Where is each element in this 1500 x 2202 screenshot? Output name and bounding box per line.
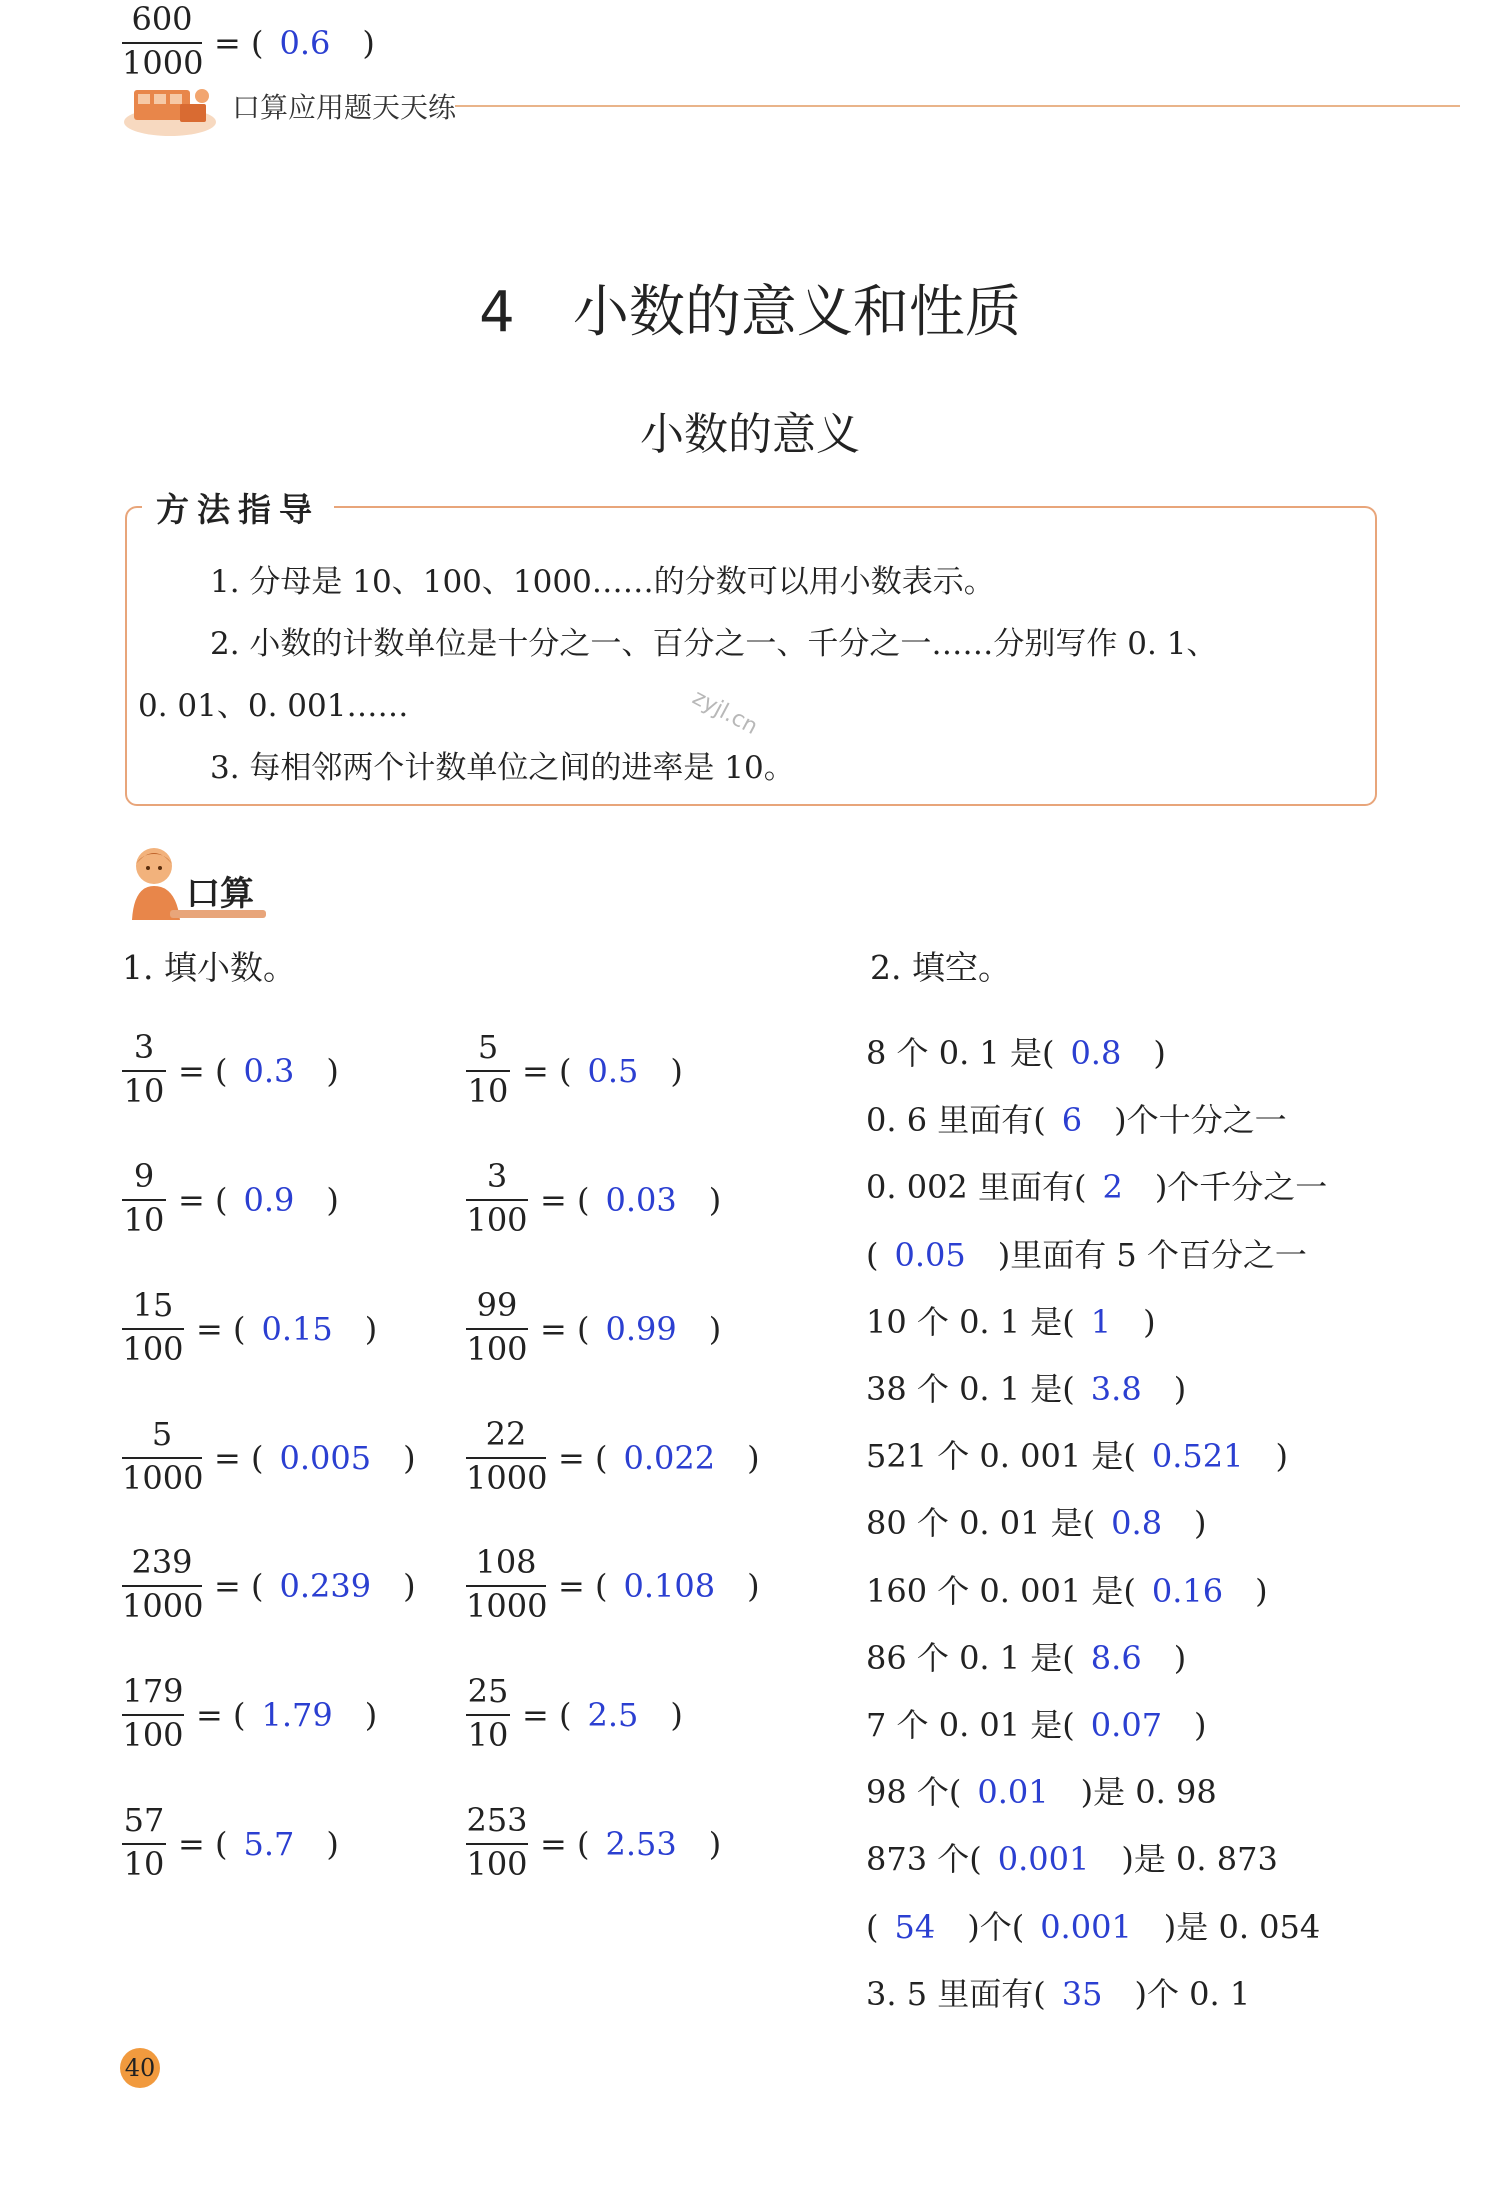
fill-blank-item[interactable] [866,1566,1268,1612]
fill-answer: 0.521 [1151,1437,1244,1475]
fraction-numerator: 99 [476,1286,518,1324]
book-title: 口算应用题天天练 [232,91,457,124]
fill-blank-item[interactable] [866,1902,1320,1948]
fill-blank-item[interactable] [866,1834,1278,1880]
fill-text: 521 个 0. 001 是( [866,1437,1152,1475]
fraction-denominator: 100 [122,1330,184,1368]
fill-blank-item[interactable] [866,1364,1186,1410]
fraction-answer-blank[interactable]: = ( 0.022 ) [558,1439,760,1477]
fraction-numerator: 5 [477,1028,499,1066]
fraction-answer: 0.239 [279,1567,372,1605]
fill-blank-item[interactable] [866,1633,1186,1679]
fraction-denominator: 100 [122,1716,184,1754]
fraction-answer-blank[interactable]: = ( 0.15 ) [196,1310,378,1348]
fill-text: ( [866,1236,895,1274]
fraction-denominator: 10 [467,1072,509,1110]
fill-blank-item[interactable] [866,1095,1287,1141]
fill-text: ) [1121,1034,1166,1072]
fill-blank-item[interactable] [866,1969,1250,2015]
fill-text: ( [866,1908,895,1946]
fill-text: )是 0. 054 [1131,1908,1321,1946]
fill-blank-item[interactable] [866,1028,1166,1074]
fraction-numerator: 253 [466,1801,528,1839]
fraction-answer-blank[interactable]: = ( 1.79 ) [196,1696,378,1734]
fraction-denominator: 10 [123,1201,165,1239]
fill-text: 0. 6 里面有( [866,1101,1062,1139]
fill-blank-item[interactable] [866,1297,1156,1343]
method-line-2a: 2. 小数的计数单位是十分之一、百分之一、千分之一……分别写作 0. 1、 [210,626,1218,662]
fraction-answer: 0.15 [261,1310,333,1348]
fraction-numerator: 57 [123,1801,165,1839]
fill-answer: 0.07 [1090,1706,1163,1744]
fill-text: 873 个( [866,1840,998,1878]
fraction-answer: 0.3 [243,1052,295,1090]
method-line-3: 3. 每相邻两个计数单位之间的进率是 10。 [210,750,795,786]
fraction-answer-blank[interactable]: = ( 0.108 ) [558,1567,760,1605]
fill-blank-item[interactable] [866,1230,1307,1276]
fill-answer: 0.16 [1151,1572,1224,1610]
fraction-answer: 0.5 [587,1052,639,1090]
fraction-denominator: 1000 [466,1587,548,1625]
fraction-answer-blank[interactable]: = ( 0.3 ) [178,1052,339,1090]
chapter-title: 小数的意义和性质 [572,280,1021,345]
fill-text: ) [1141,1639,1187,1677]
fraction-answer-blank[interactable]: = ( 2.53 ) [540,1825,722,1863]
fill-text: ) [1162,1504,1207,1542]
fraction-answer-blank[interactable]: = ( 0.99 ) [540,1310,722,1348]
fill-text [1024,1908,1040,1946]
fill-text: ) [1111,1303,1156,1341]
fraction-denominator: 1000 [122,1459,204,1497]
fill-text: 0. 002 里面有( [866,1168,1103,1206]
fill-blank-item[interactable] [866,1700,1207,1746]
fraction-answer: 2.5 [587,1696,639,1734]
fraction-denominator: 10 [467,1716,509,1754]
fraction-denominator: 1000 [466,1459,548,1497]
fill-text: )个十分之一 [1082,1101,1287,1139]
chapter-heading [0,268,1500,348]
fill-answer: 0.05 [894,1236,966,1274]
fraction-answer: 2.53 [605,1825,677,1863]
fill-answer: 2 [1102,1168,1123,1206]
method-line-1: 1. 分母是 10、100、1000……的分数可以用小数表示。 [210,564,995,600]
fraction-answer: 1.79 [261,1696,333,1734]
fill-answer: 0.8 [1111,1504,1163,1542]
fraction-denominator: 1000 [122,1587,204,1625]
fill-blank-item[interactable] [866,1767,1217,1813]
fraction-answer: 5.7 [243,1825,295,1863]
fill-text: 8 个 0. 1 是( [866,1034,1071,1072]
fraction-answer-blank[interactable]: = ( 0.9 ) [178,1181,339,1219]
fill-text: 160 个 0. 001 是( [866,1572,1152,1610]
fill-text: )是 0. 98 [1048,1773,1217,1811]
fraction-numerator: 600 [131,0,193,38]
fraction-answer-blank[interactable]: = ( 0.6 ) [214,24,375,62]
fraction-denominator: 100 [466,1330,528,1368]
fraction-answer: 0.005 [279,1439,372,1477]
fill-answer: 0.001 [997,1840,1090,1878]
fill-text: 10 个 0. 1 是( [866,1303,1091,1341]
fraction-numerator: 9 [133,1157,155,1195]
fill-text: )是 0. 873 [1089,1840,1278,1878]
fill-answer: 0.001 [1040,1908,1132,1946]
watermark: zyjl.cn [688,685,762,740]
fraction-numerator: 179 [122,1672,184,1710]
fraction-answer-blank[interactable]: = ( 0.005 ) [214,1439,416,1477]
fraction-answer: 0.022 [623,1439,716,1477]
fraction-numerator: 15 [132,1286,174,1324]
fill-text: ) [1162,1706,1207,1744]
fill-blank-item[interactable] [866,1162,1327,1208]
fraction-numerator: 239 [131,1543,193,1581]
fill-answer: 6 [1061,1101,1083,1139]
fill-answer: 0.01 [977,1773,1049,1811]
fraction-answer-blank[interactable]: = ( 0.239 ) [214,1567,416,1605]
fraction-answer-blank[interactable]: = ( 0.5 ) [522,1052,683,1090]
fill-text: 80 个 0. 01 是( [866,1504,1112,1542]
section-title: 小数的意义 [640,409,860,460]
fill-answer: 8.6 [1090,1639,1142,1677]
q2-title: 2. 填空。 [870,948,1011,987]
fill-text: )里面有 5 个百分之一 [965,1236,1307,1274]
fill-text: 86 个 0. 1 是( [866,1639,1091,1677]
fill-text: ) [1141,1370,1187,1408]
fill-answer: 35 [1061,1975,1103,2013]
fraction-denominator: 1000 [122,44,204,82]
chapter-number: 4 [479,280,515,345]
fraction-answer: 0.9 [243,1181,295,1219]
fraction-denominator: 100 [466,1201,528,1239]
fill-text: 3. 5 里面有( [866,1975,1062,2013]
fraction-numerator: 5 [151,1415,173,1453]
fraction-numerator: 25 [467,1672,509,1710]
fill-blank-item[interactable] [866,1431,1288,1477]
fill-text: )个 0. 1 [1102,1975,1251,2013]
fill-answer: 0.8 [1070,1034,1122,1072]
header-rule [455,105,1460,107]
fraction-denominator: 10 [123,1072,165,1110]
fill-text: ) [1243,1437,1288,1475]
fill-text: 38 个 0. 1 是( [866,1370,1091,1408]
fill-answer: 1 [1090,1303,1112,1341]
method-title: 方法指导 [142,484,334,531]
fraction-answer: 0.6 [279,24,331,62]
fraction-numerator: 3 [486,1157,508,1195]
fraction-numerator: 3 [133,1028,155,1066]
fill-text: 7 个 0. 01 是( [866,1706,1091,1744]
fill-text: 98 个( [866,1773,978,1811]
fraction-numerator: 108 [475,1543,537,1581]
q1-title: 1. 填小数。 [122,948,296,987]
fraction-numerator: 22 [485,1415,527,1453]
fill-blank-item[interactable] [866,1498,1207,1544]
fill-text: )个千分之一 [1122,1168,1328,1206]
fraction-answer: 0.108 [623,1567,716,1605]
method-line-2b: 0. 01、0. 001…… [138,688,409,724]
fraction-answer-blank[interactable]: = ( 2.5 ) [522,1696,683,1734]
fraction-answer-blank[interactable]: = ( 5.7 ) [178,1825,339,1863]
page-number: 40 [120,2048,160,2088]
fill-text: ) [1223,1572,1268,1610]
fraction-answer: 0.03 [605,1181,677,1219]
fraction-answer: 0.99 [605,1310,677,1348]
fraction-denominator: 10 [123,1845,165,1883]
fill-text: )个( [935,1908,1025,1946]
fill-answer: 54 [894,1908,936,1946]
fill-answer: 3.8 [1090,1370,1142,1408]
fraction-answer-blank[interactable]: = ( 0.03 ) [540,1181,722,1219]
fraction-denominator: 100 [466,1845,528,1883]
oral-section-label: 口算 [186,874,254,914]
